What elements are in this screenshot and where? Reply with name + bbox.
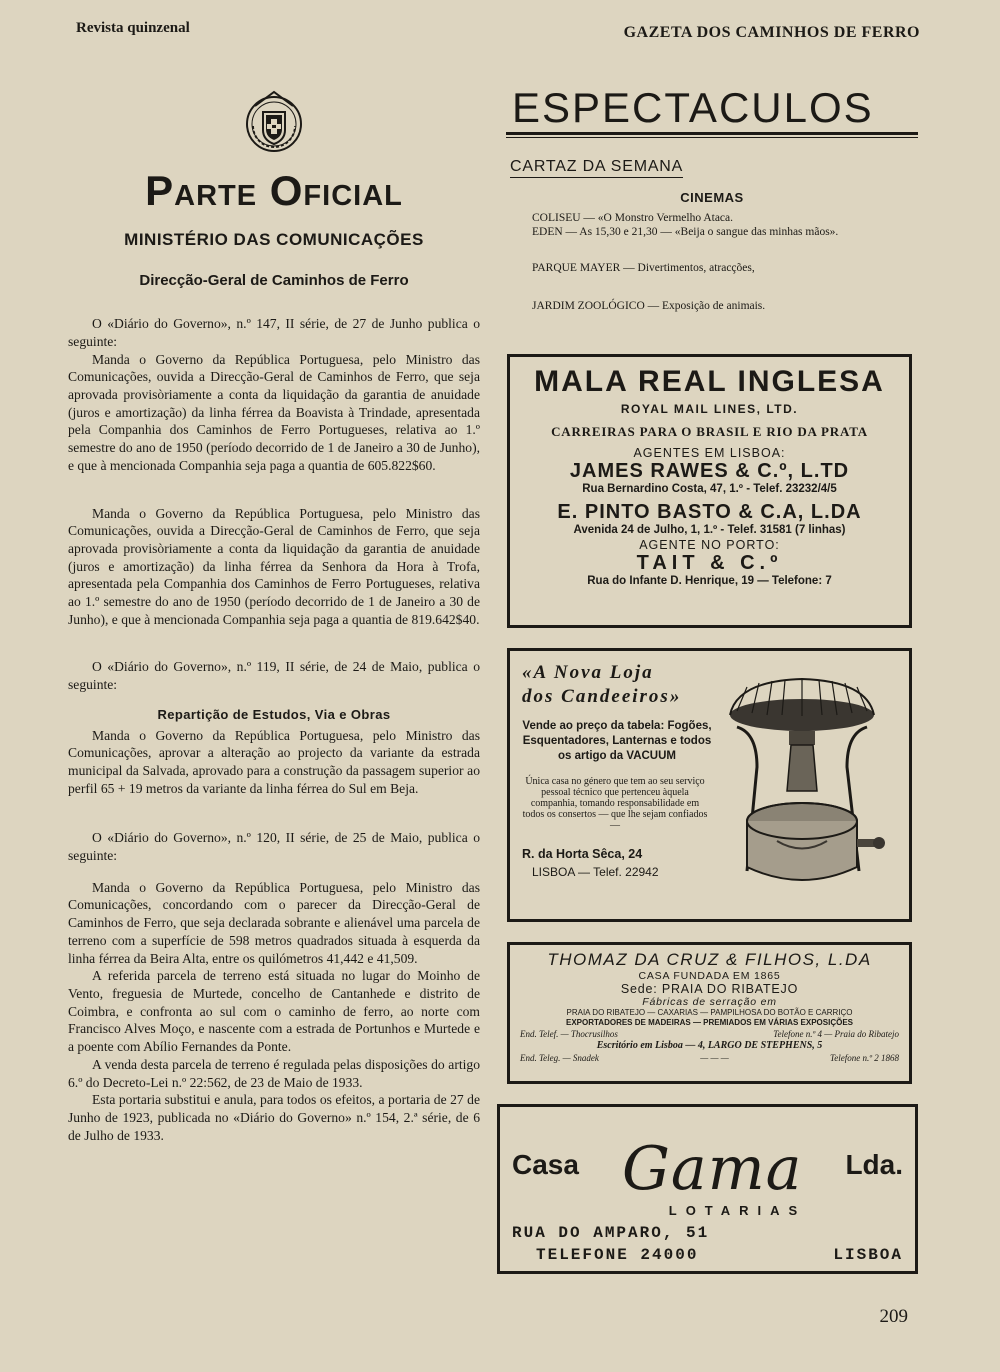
paragraph: Manda o Governo da República Portuguesa, pelo Ministro das Comunicações, aprovar a alteração ao projecto da variante da estrada municipal da Salvada, aprovado para a construção da passagem superior ao perfil 65 + 19 metros da variante da linha férrea do Sul em Beja. bbox=[68, 727, 480, 796]
mala-real-ad bbox=[507, 354, 912, 628]
page-number: 209 bbox=[879, 1306, 908, 1327]
gama-casa: Casa bbox=[512, 1149, 579, 1180]
agent-address: Rua Bernardino Costa, 47, 1.º - Telef. 23232/4/5 bbox=[582, 483, 837, 495]
gama-lotarias: LOTARIAS bbox=[668, 1203, 807, 1218]
paragraph: O «Diário do Governo», n.º 119, II série, de 24 de Maio, publica o seguinte: bbox=[68, 659, 480, 693]
running-header-left: Revista quinzenal bbox=[76, 20, 190, 36]
kerosene-stove-icon bbox=[717, 671, 887, 911]
agents-label: AGENTE NO PORTO: bbox=[639, 538, 780, 552]
espectaculos-column bbox=[506, 86, 918, 313]
paragraph: Manda o Governo da República Portuguesa, pelo Ministro das Comunicações, ouvida a Direcção-Geral de Caminhos de Ferro, que seja aprovada provisòriamente a conta da liquidação da garantia de anuidade (juros e amortização) da linha férrea da Boavista à Trindade, apresentada pela Companhia dos Caminhos de Ferro Portugueses, relativa ao 1.º semestre do ano de 1950 (período decorrido de 1 de Janeiro a 30 de Junho), e que à mencionada Companhia seja paga a quantia de 605.822$60. bbox=[68, 351, 480, 473]
ad-exporters: EXPORTADORES DE MADEIRAS — PREMIADOS EM VÁRIAS EXPOSIÇÕES bbox=[565, 1018, 853, 1027]
gama-address: RUA DO AMPARO, 51 bbox=[512, 1224, 710, 1242]
show-listing: COLISEU — «O Monstro Vermelho Ataca. bbox=[532, 212, 734, 225]
show-listing: JARDIM ZOOLÓGICO — Exposição de animais. bbox=[532, 300, 766, 313]
title-rule bbox=[506, 132, 918, 135]
directorate-heading: Direcção-Geral de Caminhos de Ferro bbox=[139, 272, 409, 290]
cinemas-heading: CINEMAS bbox=[680, 190, 744, 206]
ministry-heading: MINISTÉRIO DAS COMUNICAÇÕES bbox=[124, 230, 424, 250]
paragraph: A venda desta parcela de terreno é regulada pelas disposições do artigo 6.º do Decreto-Lei n.º 22:562, de 23 de Maio de 1933. bbox=[68, 1056, 480, 1090]
paragraph: Esta portaria substitui e anula, para todos os efeitos, a portaria de 27 de Junho de 1923, publicada no «Diário do Governo» n.º 154, 2.ª série, de 6 de Julho de 1933. bbox=[68, 1092, 480, 1143]
telegraph-address: End. Telef. — Thocrusilhos bbox=[520, 1029, 618, 1039]
dashes: — — — bbox=[700, 1053, 729, 1063]
ad-founded: CASA FUNDADA EM 1865 bbox=[638, 970, 781, 982]
agent-company: E. PINTO BASTO & C.A, L.DA bbox=[557, 501, 862, 523]
telephone: Telefone n.º 2 1868 bbox=[830, 1053, 899, 1063]
section-heading: Repartição de Estudos, Via e Obras bbox=[157, 706, 391, 722]
gama-lda: Lda. bbox=[845, 1149, 903, 1180]
gama-bottom-row bbox=[512, 1246, 903, 1264]
official-text bbox=[68, 315, 480, 1144]
nova-loja-ad bbox=[507, 648, 912, 922]
show-listing: PARQUE MAYER — Divertimentos, atracções, bbox=[532, 262, 755, 275]
ad-telegraph-row bbox=[520, 1052, 899, 1064]
agent-address: Avenida 24 de Julho, 1, 1.º - Telef. 31581 (7 linhas) bbox=[573, 524, 846, 536]
paragraph: O «Diário do Governo», n.º 147, II série, de 27 de Junho publica o seguinte: bbox=[68, 316, 480, 349]
agent-company: JAMES RAWES & C.º, L.TD bbox=[569, 460, 850, 482]
ad-small-text: Única casa no género que tem ao seu serviço pessoal técnico que pertenceu àquela companhia, tomando responsabilidade em todos os consertos — que lhe sejam confiados — bbox=[522, 775, 708, 831]
gama-logo-row bbox=[512, 1115, 903, 1204]
ad-title: «A Nova Loja bbox=[522, 662, 654, 683]
cartaz-heading: CARTAZ DA SEMANA bbox=[510, 158, 683, 178]
office-address: Escritório em Lisboa — 4, LARGO DE STEPHENS, 5 bbox=[596, 1040, 823, 1051]
ad-routes: CARREIRAS PARA O BRASIL E RIO DA PRATA bbox=[551, 424, 868, 439]
casa-gama-ad bbox=[497, 1104, 918, 1274]
thomaz-da-cruz-ad bbox=[507, 942, 912, 1084]
ad-phone: LISBOA — Telef. 22942 bbox=[532, 864, 659, 879]
paragraph: O «Diário do Governo», n.º 120, II série, de 25 de Maio, publica o seguinte: bbox=[68, 830, 480, 864]
espectaculos-title: ESPECTACULOS bbox=[512, 84, 874, 131]
gama-city: LISBOA bbox=[833, 1246, 903, 1264]
coat-of-arms-icon bbox=[241, 86, 307, 158]
ad-address: R. da Horta Sêca, 24 bbox=[522, 846, 643, 861]
agent-address: Rua do Infante D. Henrique, 19 — Telefone: 7 bbox=[587, 575, 832, 587]
ad-places: PRAIA DO RIBATEJO — CAXARIAS — PAMPILHOSA DO BOTÃO E CARRIÇO bbox=[566, 1008, 853, 1017]
running-header-right: GAZETA DOS CAMINHOS DE FERRO bbox=[623, 24, 920, 41]
agent-company: TAIT & C.º bbox=[636, 552, 783, 574]
ad-title: THOMAZ DA CRUZ & FILHOS, L.DA bbox=[547, 950, 872, 969]
show-listing: EDEN — As 15,30 e 21,30 — «Beija o sangue das minhas mãos». bbox=[532, 226, 839, 239]
telegraph-address: End. Teleg. — Snadek bbox=[520, 1053, 599, 1063]
page-title: Parte Oficial bbox=[145, 167, 403, 214]
ad-factories: Fábricas de serração em bbox=[642, 996, 777, 1008]
title-rule bbox=[506, 137, 918, 138]
ad-title: MALA REAL INGLESA bbox=[534, 365, 885, 398]
paragraph: Manda o Governo da República Portuguesa, pelo Ministro das Comunicações, ouvida a Direcção-Geral de Caminhos de Ferro, que seja aprovada provisòriamente a conta da liquidação da garantia de anuidade (juros e amortização) da linha férrea da Senhora da Hora à Trofa, apresentada pela Companhia dos Caminhos de Ferro Portugueses, relativa ao 1.º semestre do ano de 1950 (período decorrido de 1 de Janeiro a 30 de Junho), e que à mencionada Companhia seja paga a quantia de 819.642$40. bbox=[68, 505, 480, 627]
parte-oficial-column bbox=[68, 86, 480, 1144]
ad-telegraph-row bbox=[520, 1028, 899, 1040]
gama-script-logo: Gama bbox=[622, 1134, 803, 1204]
agents-label: AGENTES EM LISBOA: bbox=[633, 446, 786, 460]
ad-sede: Sede: PRAIA DO RIBATEJO bbox=[620, 982, 799, 996]
ad-subtitle: ROYAL MAIL LINES, LTD. bbox=[620, 402, 799, 416]
telephone: Telefone n.º 4 — Praia do Ribatejo bbox=[773, 1029, 899, 1039]
paragraph: A referida parcela de terreno está situada no lugar do Moinho de Vento, freguesia de Murtede, concelho de Cantanhede e distrito de Coimbra, e confronta ao sul com o caminho de ferro, ao norte com Francisco Alves Moço, e nascente com a estrada de Portunhos e Murtede e a poente com Abílio Fernandes da Ponte. bbox=[68, 968, 480, 1055]
ad-office bbox=[520, 1040, 899, 1052]
paragraph: Manda o Governo da República Portuguesa, pelo Ministro das Comunicações, concordando com o parecer da Direcção-Geral de Caminhos de Ferro, que seja declarada sobrante e alienável uma parcela de terreno com a superfície de 598 metros quadrados situada à esquerda da linha férrea da Beira Alta, entre os quilómetros 41,442 e 41,509. bbox=[68, 879, 480, 966]
ad-text: Vende ao preço da tabela: Fogões, Esquentadores, Lanternas e todos os artigo da VACUUM bbox=[522, 719, 712, 762]
ad-title: dos Candeeiros» bbox=[522, 685, 682, 707]
gama-phone: TELEFONE 24000 bbox=[536, 1246, 699, 1264]
